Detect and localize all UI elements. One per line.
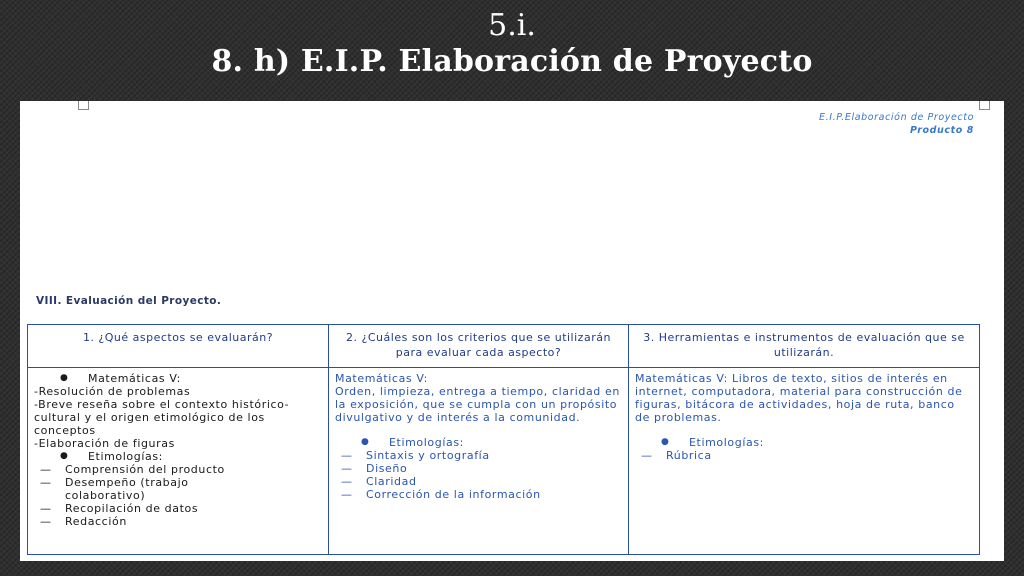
column-header-aspects: 1. ¿Qué aspectos se evaluarán? — [28, 325, 329, 368]
dash-icon: — — [40, 502, 52, 515]
list-item: -Breve reseña sobre el contexto histórico-cultural y el origen etimológico de los conceptos — [34, 398, 290, 437]
list-item: — Comprensión del producto — [40, 463, 225, 476]
list-item: -Elaboración de figuras — [34, 437, 175, 450]
column-header-tools: 3. Herramientas e instrumentos de evaluación que se utilizarán. — [629, 325, 980, 368]
column-header-criteria: 2. ¿Cuáles son los criterios que se utilizarán para evaluar cada aspecto? — [329, 325, 629, 368]
crop-mark-left — [78, 101, 89, 110]
list-item: — Redacción — [40, 515, 127, 528]
table-row — [28, 368, 980, 555]
cell-aspects — [28, 368, 329, 555]
cell-heading: Matemáticas V: — [335, 372, 428, 385]
list-item: ● Etimologías: — [661, 436, 764, 449]
document-header — [819, 111, 974, 137]
bullet-icon: ● — [60, 451, 69, 461]
cell-text: Orden, limpieza, entrega a tiempo, claridad en la exposición, que se cumpla con un propósito divulgativo y de interés a la comunidad. — [335, 385, 620, 424]
list-item: -Resolución de problemas — [34, 385, 191, 398]
document-header-title: E.I.P.Elaboración de Proyecto — [818, 112, 974, 123]
bullet-icon: ● — [661, 437, 670, 447]
list-item: — Diseño — [341, 462, 408, 475]
bullet-icon: ● — [361, 437, 370, 447]
cell-text: Matemáticas V: Libros de texto, sitios de interés en internet, computadora, material para construcción de figuras, bitácora de actividades, hoja de ruta, banco de problemas. — [635, 372, 963, 424]
list-item: — Claridad — [341, 475, 417, 488]
list-item: — Rúbrica — [641, 449, 712, 462]
list-item: — Recopilación de datos — [40, 502, 199, 515]
slide-title — [0, 8, 1024, 80]
dash-icon: — — [40, 515, 52, 528]
cell-tools — [629, 368, 980, 555]
dash-icon: — — [40, 476, 52, 489]
bullet-icon: ● — [60, 373, 69, 383]
dash-icon: — — [40, 463, 52, 476]
section-heading: VIII. Evaluación del Proyecto. — [36, 295, 222, 307]
list-item: — Corrección de la información — [341, 488, 541, 501]
slide-title-line-1: 5.i. — [488, 8, 536, 43]
list-item: — Sintaxis y ortografía — [341, 449, 490, 462]
list-item: — Desempeño (trabajo colaborativo) — [40, 476, 189, 502]
dash-icon: — — [641, 449, 653, 462]
dash-icon: — — [341, 449, 353, 462]
dash-icon: — — [341, 462, 353, 475]
slide-title-line-2: 8. h) E.I.P. Elaboración de Proyecto — [211, 44, 813, 79]
document-page — [20, 101, 1004, 561]
list-item: ● Etimologías: — [60, 450, 163, 463]
cell-criteria — [329, 368, 629, 555]
document-header-product: Producto 8 — [909, 125, 974, 136]
dash-icon: — — [341, 488, 353, 501]
list-item: ● Matemáticas V: — [60, 372, 181, 385]
table-header-row — [28, 325, 980, 368]
evaluation-table — [27, 324, 980, 555]
dash-icon: — — [341, 475, 353, 488]
crop-mark-right — [979, 101, 990, 110]
list-item: ● Etimologías: — [361, 436, 464, 449]
